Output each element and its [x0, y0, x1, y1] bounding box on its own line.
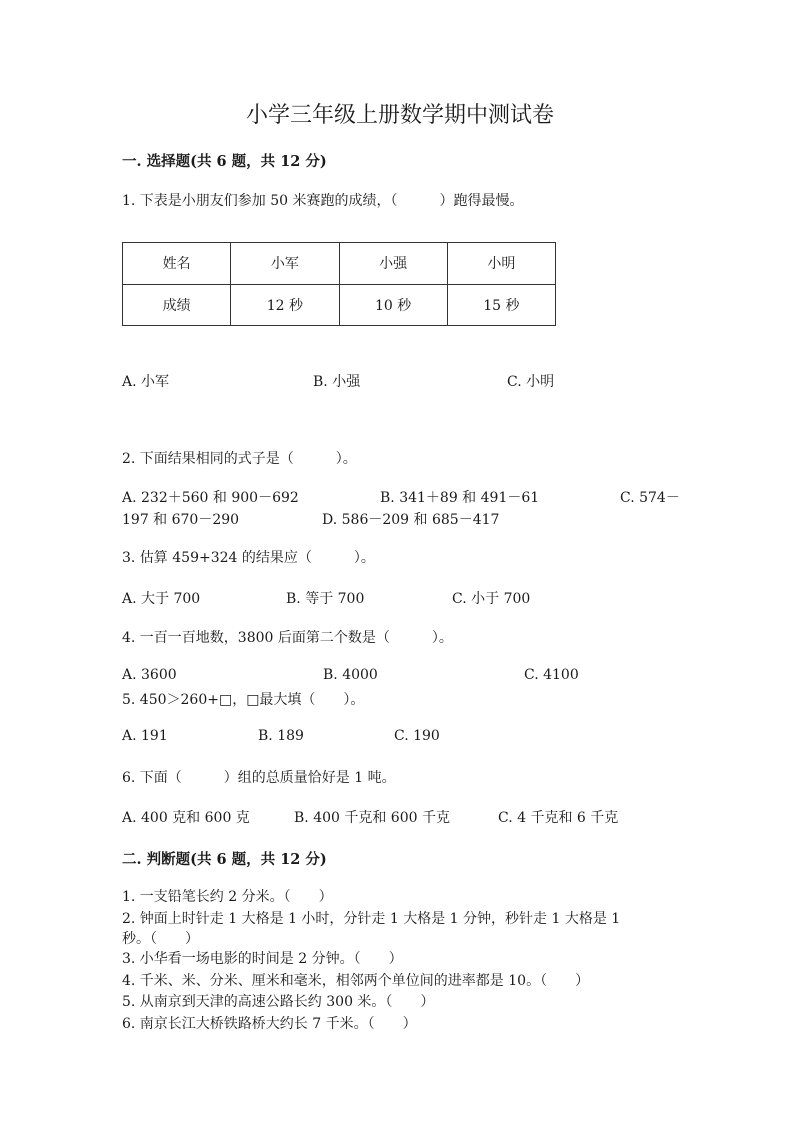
section-heading-judgment: 二. 判断题(共 6 题，共 12 分) [122, 851, 327, 868]
table-cell: 小强 [339, 243, 447, 285]
q6-option-c: C. 4 千克和 6 千克 [498, 810, 619, 826]
table-cell: 12 秒 [231, 284, 339, 326]
q2-option-a: A. 232＋560 和 900－692 [122, 490, 299, 506]
q3-option-b: B. 等于 700 [286, 591, 365, 607]
table-cell: 小军 [231, 243, 339, 285]
table-cell: 15 秒 [447, 284, 555, 326]
table-row [123, 284, 556, 326]
table-cell: 小明 [447, 243, 555, 285]
q4-option-c: C. 4100 [524, 667, 579, 683]
q3-option-a: A. 大于 700 [122, 591, 201, 607]
question-5-text: 5. 450＞260+□，□最大填（ ）。 [122, 692, 365, 708]
question-6-text: 6. 下面（ ）组的总质量恰好是 1 吨。 [122, 770, 396, 786]
judgment-item-5: 5. 从南京到天津的高速公路长约 300 米。（ ） [122, 994, 435, 1010]
question-1-text: 1. 下表是小朋友们参加 50 米赛跑的成绩，（ ）跑得最慢。 [122, 193, 524, 209]
q4-option-a: A. 3600 [122, 667, 177, 683]
q4-option-b: B. 4000 [323, 667, 378, 683]
q6-option-b: B. 400 千克和 600 千克 [294, 810, 450, 826]
judgment-item-2-cont: 秒。（ ） [122, 931, 199, 947]
judgment-item-1: 1. 一支铅笔长约 2 分米。（ ） [122, 889, 333, 905]
table-cell: 成绩 [123, 284, 231, 326]
judgment-item-3: 3. 小华看一场电影的时间是 2 分钟。（ ） [122, 951, 403, 967]
q5-option-b: B. 189 [258, 728, 304, 744]
q2-option-d: D. 586－209 和 685－417 [322, 512, 500, 528]
q6-option-a: A. 400 克和 600 克 [122, 810, 250, 826]
q1-option-c: C. 小明 [507, 374, 555, 390]
q5-option-c: C. 190 [394, 728, 440, 744]
question-2-text: 2. 下面结果相同的式子是（ ）。 [122, 451, 357, 467]
q1-option-a: A. 小军 [122, 374, 170, 390]
q2-option-c-line1: C. 574－ [620, 490, 680, 506]
section-heading-choice: 一. 选择题(共 6 题，共 12 分) [122, 153, 327, 170]
q5-option-a: A. 191 [122, 728, 168, 744]
q3-option-c: C. 小于 700 [452, 591, 531, 607]
judgment-item-2: 2. 钟面上时针走 1 大格是 1 小时，分针走 1 大格是 1 分钟，秒针走 1 大格是 1 [122, 911, 621, 927]
q2-option-b: B. 341＋89 和 491－61 [380, 490, 540, 506]
judgment-item-6: 6. 南京长江大桥铁路桥大约长 7 千米。（ ） [122, 1016, 417, 1032]
table-cell: 10 秒 [339, 284, 447, 326]
table-cell: 姓名 [123, 243, 231, 285]
score-table [122, 242, 556, 326]
q2-option-c-line2: 197 和 670－290 [122, 512, 240, 528]
judgment-item-4: 4. 千米、米、分米、厘米和毫米，相邻两个单位间的进率都是 10。（ ） [122, 973, 590, 989]
q1-option-b: B. 小强 [313, 374, 361, 390]
table-row [123, 243, 556, 285]
question-4-text: 4. 一百一百地数，3800 后面第二个数是（ ）。 [122, 630, 453, 646]
question-3-text: 3. 估算 459+324 的结果应（ ）。 [122, 550, 375, 566]
page-title: 小学三年级上册数学期中测试卷 [245, 103, 554, 128]
